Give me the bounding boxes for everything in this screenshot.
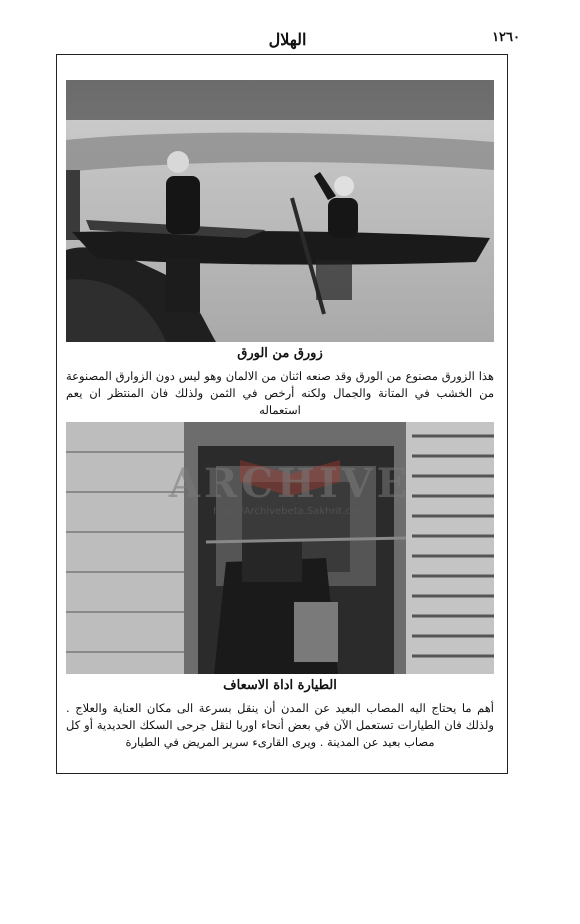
- figure-description: هذا الزورق مصنوع من الورق وقد صنعه اثنان من الالمان وهو ليس دون الزوارق المصنوعة من الخشب في المتانة والجمال ولكنه أرخص في الثمن ولذلك فان المنتظر ان يعم استعماله: [66, 369, 494, 417]
- paper-boat-photo: [66, 80, 494, 342]
- magazine-title: الهلال: [268, 30, 307, 49]
- watermark-text: ARCHIVE: [168, 460, 412, 507]
- page-number: ١٢٦٠: [492, 30, 520, 45]
- figure-caption: زورق من الورق: [237, 346, 323, 361]
- figure-description: أهم ما يحتاج اليه المصاب البعيد عن المدن أن ينقل بسرعة الى مكان العناية والعلاج . ولذلك فان الطيارات تستعمل الآن في بعض أنحاء اوربا لنقل جرحى السكك الحديدية أو كل مصاب بعيد عن المدينة . ويرى القارىء سرير المريض في الطيارة: [66, 701, 494, 749]
- ambulance-plane-photo: [66, 422, 494, 674]
- watermark-url: http://Archivebeta.Sakhrit.com: [213, 506, 367, 517]
- page-header: [55, 30, 520, 52]
- figure-caption: الطيارة اداة الاسعاف: [223, 678, 337, 693]
